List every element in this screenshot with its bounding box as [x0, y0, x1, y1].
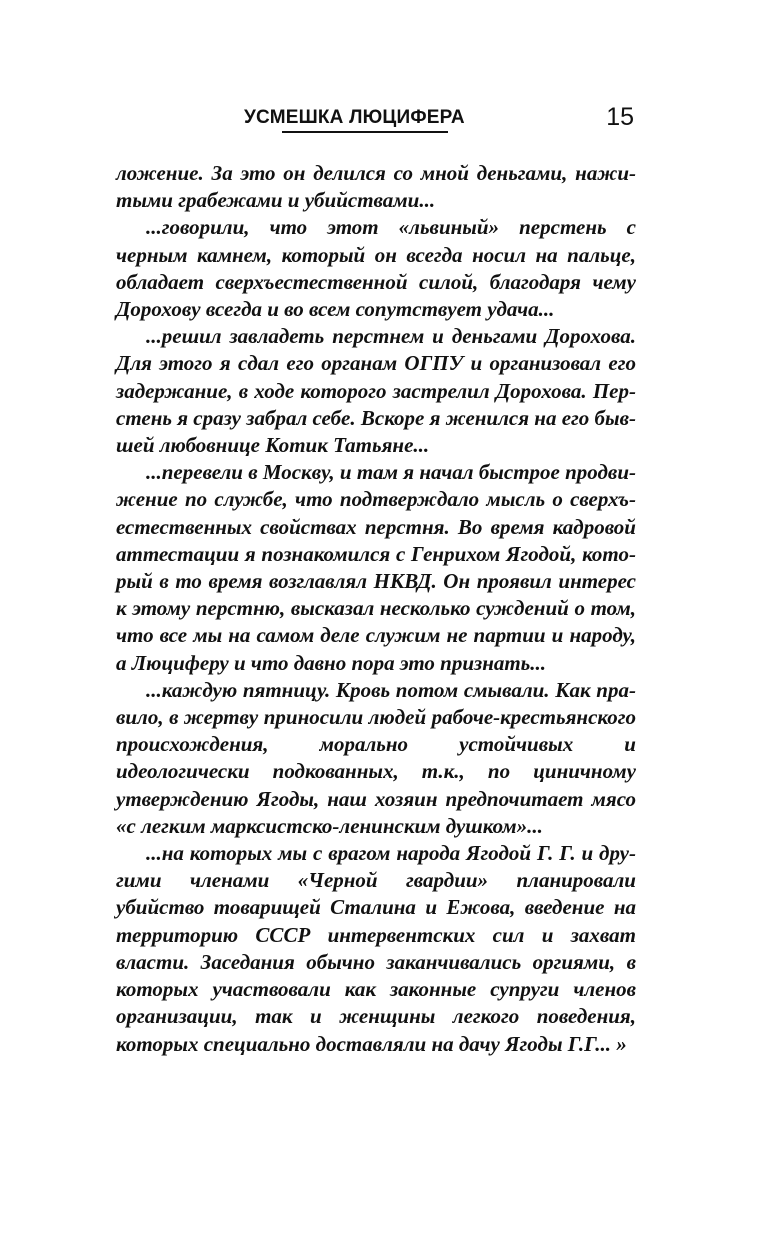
- paragraph-2: ...говорили, что этот «львиный» перстень с черным камнем, который он всегда носил на пальце, обладает сверхъестественной силой, благодаря чему Дорохову всегда и во всем сопутствует удача...: [116, 215, 636, 322]
- paragraph-6: ...на которых мы с врагом народа Ягодой Г. Г. и другими членами «Черной гвардии» планировали убийство товарищей Сталина и Ежова, введение на территорию СССР интервентских сил и захват власти. Заседания обычно заканчивались оргиями, в которых участвовали как законные супруги членов организации, так и женщины легкого поведения, которых специально доставляли на дачу Ягоды Г.Г... »: [116, 841, 636, 1056]
- paragraph-1: ложение. За это он делился со мной деньгами, нажитыми грабежами и убийствами...: [116, 161, 636, 213]
- paragraph-3: ...решил завладеть перстнем и деньгами Дорохова. Для этого я сдал его органам ОГПУ и организовал его задержание, в ходе которого застрелил Дорохова. Перстень я сразу забрал себе. Вскоре я женился на его бывшей любовнице Котик Татьяне...: [116, 324, 636, 458]
- paragraph-4: ...перевели в Москву, и там я начал быстрое продвижение по службе, что подтверждало мысль о сверхъестественных свойствах перстня. Во время кадровой аттестации я познакомился с Генрихом Ягодой, который в то время возглавлял НКВД. Он проявил интерес к этому перстню, высказал несколько суждений о том, что все мы на самом деле служим не партии и народу, а Люциферу и что давно пора это признать...: [116, 460, 636, 675]
- paragraph-5: ...каждую пятницу. Кровь потом смывали. Как правило, в жертву приносили людей рабоче-крестьянского происхождения, морально устойчивых и идеологически подкованных, т.к., по циничному утверждению Ягоды, наш хозяин предпочитает мясо «с легким марксистско-ленинским душком»...: [116, 677, 636, 838]
- running-head: [116, 103, 636, 137]
- book-title: УСМЕШКА ЛЮЦИФЕРА: [244, 107, 465, 128]
- title-underline: [282, 131, 448, 133]
- page-number: 15: [606, 103, 634, 131]
- body-text: [116, 160, 636, 1058]
